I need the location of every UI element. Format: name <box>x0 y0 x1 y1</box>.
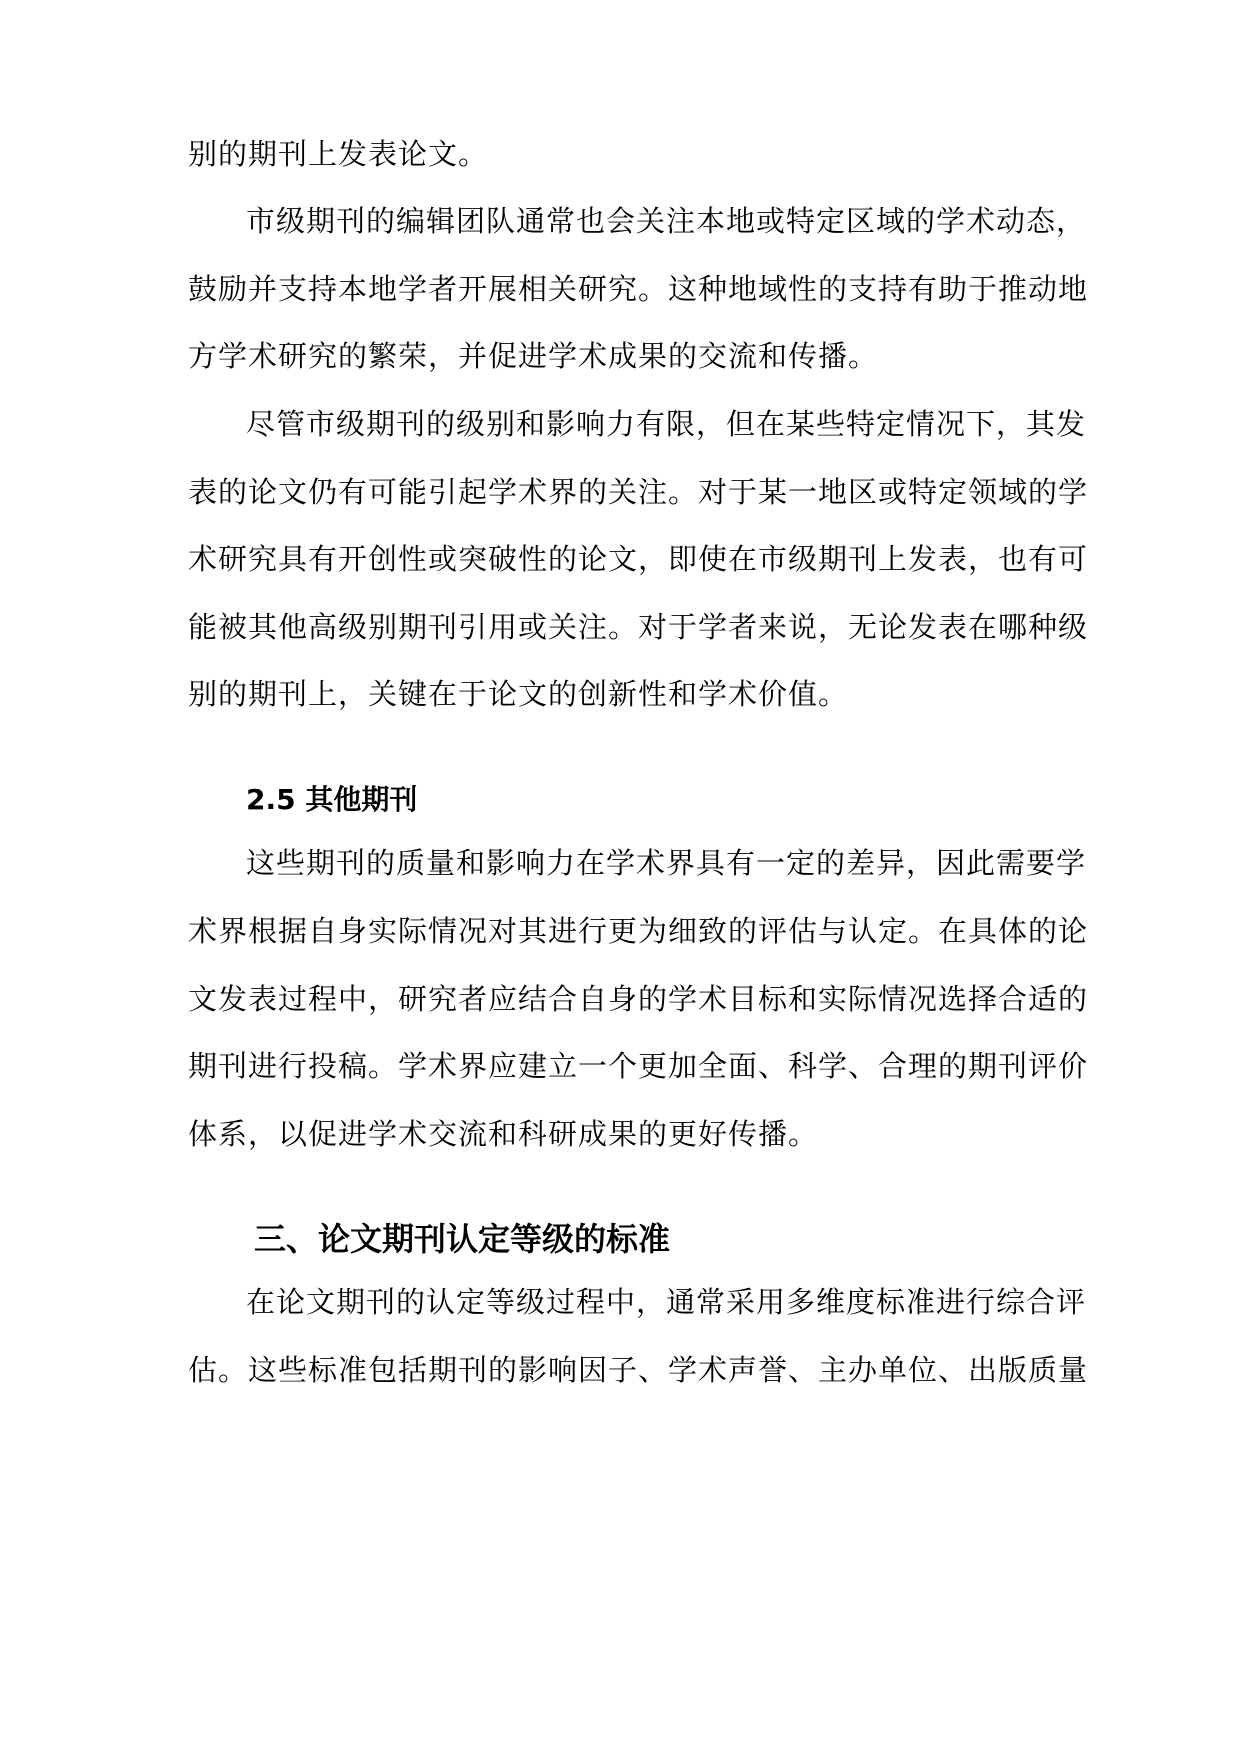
section-heading: 2.5 其他期刊 <box>246 783 418 816</box>
paragraph-line: 表的论文仍有可能引起学术界的关注。对于某一地区或特定领域的学 <box>188 475 1089 509</box>
paragraph-line: 鼓励并支持本地学者开展相关研究。这种地域性的支持有助于推动地 <box>188 272 1089 306</box>
chapter-heading: 三、论文期刊认定等级的标准 <box>254 1220 671 1258</box>
paragraph-line: 估。这些标准包括期刊的影响因子、学术声誉、主办单位、出版质量 <box>188 1353 1089 1387</box>
paragraph-line: 方学术研究的繁荣，并促进学术成果的交流和传播。 <box>188 339 879 373</box>
paragraph-line: 尽管市级期刊的级别和影响力有限，但在某些特定情况下，其发 <box>246 407 1087 441</box>
paragraph-line: 这些期刊的质量和影响力在学术界具有一定的差异，因此需要学 <box>246 846 1087 880</box>
paragraph-line: 市级期刊的编辑团队通常也会关注本地或特定区域的学术动态， <box>246 204 1087 238</box>
paragraph-line: 体系，以促进学术交流和科研成果的更好传播。 <box>188 1117 819 1151</box>
paragraph-line: 在论文期刊的认定等级过程中，通常采用多维度标准进行综合评 <box>246 1285 1087 1319</box>
paragraph-line: 术研究具有开创性或突破性的论文，即使在市级期刊上发表，也有可 <box>188 542 1089 576</box>
paragraph-line: 别的期刊上发表论文。 <box>188 137 489 171</box>
paragraph-line: 能被其他高级别期刊引用或关注。对于学者来说，无论发表在哪种级 <box>188 610 1089 644</box>
paragraph-line: 文发表过程中，研究者应结合自身的学术目标和实际情况选择合适的 <box>188 982 1089 1016</box>
paragraph-line: 术界根据自身实际情况对其进行更为细致的评估与认定。在具体的论 <box>188 914 1089 948</box>
paragraph-line: 别的期刊上，关键在于论文的创新性和学术价值。 <box>188 677 849 711</box>
paragraph-line: 期刊进行投稿。学术界应建立一个更加全面、科学、合理的期刊评价 <box>188 1049 1089 1083</box>
